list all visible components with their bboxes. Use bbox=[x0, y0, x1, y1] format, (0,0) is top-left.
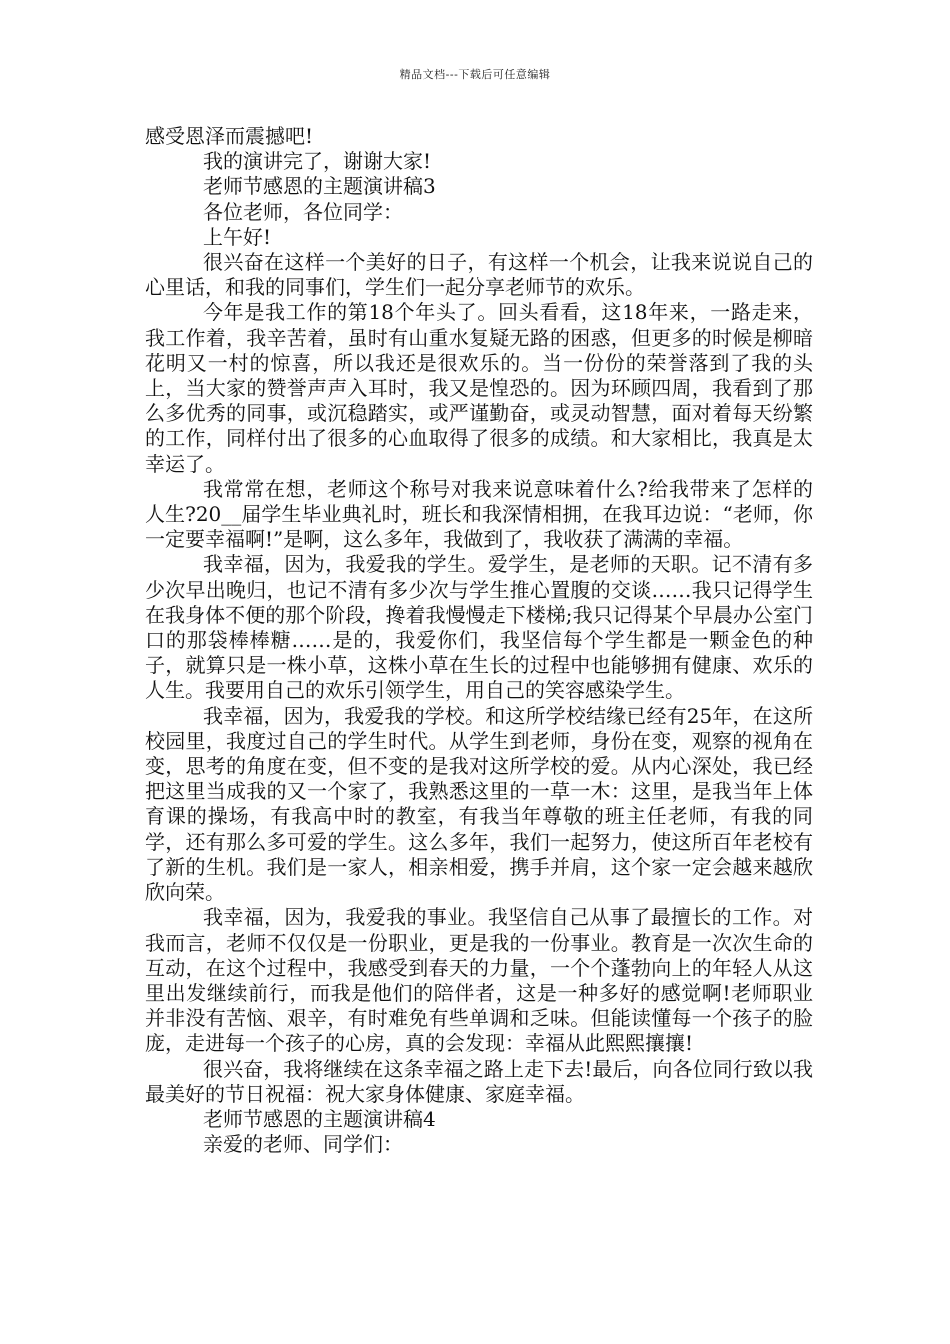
section-title: 老师节感恩的主题演讲稿3 bbox=[203, 174, 436, 199]
paragraph: 感受恩泽而震撼吧! bbox=[145, 124, 314, 148]
paragraph: 我的演讲完了，谢谢大家! bbox=[203, 149, 432, 174]
paragraph: 很兴奋在这样一个美好的日子，有这样一个机会，让我来说说自己的心里话，和我的同事们，学生们一起分享老师节的欢乐。 bbox=[145, 250, 813, 300]
salutation: 亲爱的老师、同学们： bbox=[203, 1132, 403, 1157]
greeting: 上午好! bbox=[203, 224, 272, 249]
paragraph: 我常常在想，老师这个称号对我来说意味着什么?给我带来了怎样的人生?20__届学生毕业典礼时，班长和我深情相拥，在我耳边说：“老师，你一定要幸福啊!”是啊，这么多年，我做到了，我收获了满满的幸福。 bbox=[145, 476, 813, 552]
paragraph: 我幸福，因为，我爱我的学校。和这所学校结缘已经有25年，在这所校园里，我度过自己的学生时代。从学生到老师，身份在变，观察的视角在变，思考的角度在变，但不变的是我对这所学校的爱。从内心深处，我已经把这里当成我的又一个家了，我熟悉这里的一草一木：这里，是我当年上体育课的操场，有我高中时的教室，有我当年尊敬的班主任老师，有我的同学，还有那么多可爱的学生。这么多年，我们一起努力，使这所百年老校有了新的生机。我们是一家人，相亲相爱，携手并肩，这个家一定会越来越欣欣向荣。 bbox=[145, 703, 813, 905]
section-title: 老师节感恩的主题演讲稿4 bbox=[203, 1106, 436, 1131]
paragraph: 我幸福，因为，我爱我的事业。我坚信自己从事了最擅长的工作。对我而言，老师不仅仅是一份职业，更是我的一份事业。教育是一次次生命的互动，在这个过程中，我感受到春天的力量，一个个蓬勃向上的年轻人从这里出发继续前行，而我是他们的陪伴者，这是一种多好的感觉啊!老师职业并非没有苦恼、艰辛，有时难免有些单调和乏味。但能读懂每一个孩子的脸庞，走进每一个孩子的心房，真的会发现：幸福从此熙熙攘攘! bbox=[145, 905, 813, 1056]
document-body bbox=[145, 124, 813, 1157]
salutation: 各位老师，各位同学： bbox=[203, 199, 403, 224]
page-header: 精品文档---下载后可任意编辑 bbox=[399, 68, 551, 81]
paragraph: 今年是我工作的第18个年头了。回头看看，这18年来，一路走来，我工作着，我辛苦着，虽时有山重水复疑无路的困惑，但更多的时候是柳暗花明又一村的惊喜，所以我还是很欢乐的。当一份份的荣誉落到了我的头上，当大家的赞誉声声入耳时，我又是惶恐的。因为环顾四周，我看到了那么多优秀的同事，或沉稳踏实，或严谨勤奋，或灵动智慧，面对着每天纷繁的工作，同样付出了很多的心血取得了很多的成绩。和大家相比，我真是太幸运了。 bbox=[145, 300, 813, 476]
paragraph: 很兴奋，我将继续在这条幸福之路上走下去!最后，向各位同行致以我最美好的节日祝福：祝大家身体健康、家庭幸福。 bbox=[145, 1056, 813, 1106]
paragraph: 我幸福，因为，我爱我的学生。爱学生，是老师的天职。记不清有多少次早出晚归，也记不清有多少次与学生推心置腹的交谈……我只记得学生在我身体不便的那个阶段，搀着我慢慢走下楼梯;我只记得某个早晨办公室门口的那袋棒棒糖……是的，我爱你们，我坚信每个学生都是一颗金色的种子，就算只是一株小草，这株小草在生长的过程中也能够拥有健康、欢乐的人生。我要用自己的欢乐引领学生，用自己的笑容感染学生。 bbox=[145, 552, 813, 703]
